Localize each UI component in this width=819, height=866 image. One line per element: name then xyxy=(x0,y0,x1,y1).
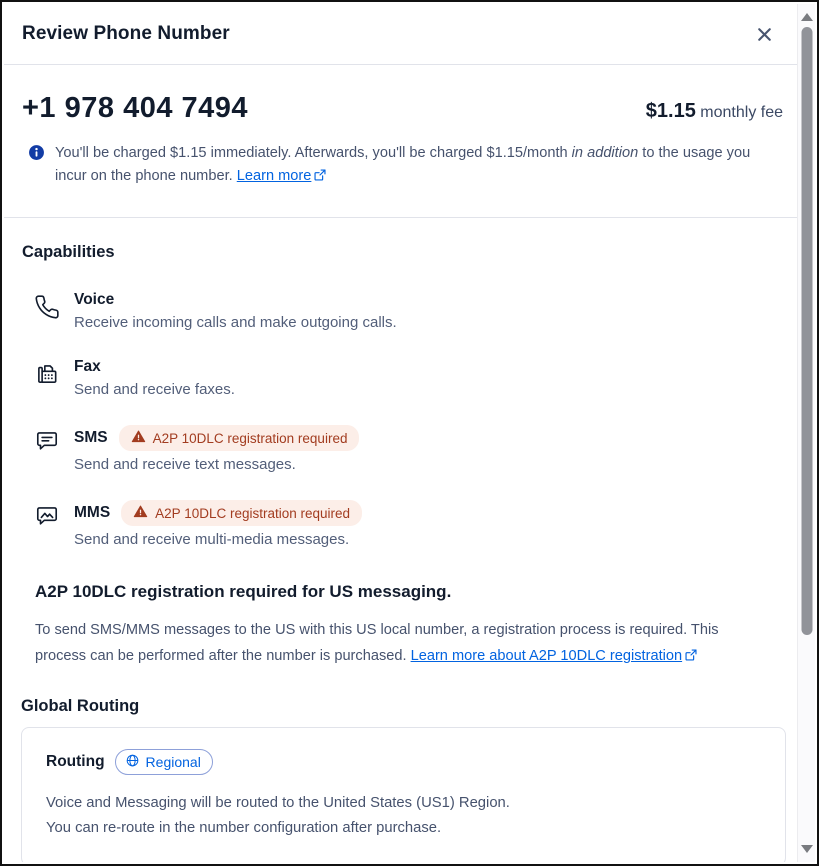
fee-label: monthly fee xyxy=(695,104,783,121)
modal-header xyxy=(4,4,797,65)
scroll-up-arrow-icon[interactable] xyxy=(801,13,813,21)
modal-content xyxy=(4,4,797,862)
monthly-fee xyxy=(646,100,783,123)
billing-text-1: You'll be charged $1.15 immediately. Afterwards, you'll be charged $1.15/month xyxy=(55,145,572,161)
badge-label: A2P 10DLC registration required xyxy=(155,505,351,521)
capabilities-list xyxy=(4,291,797,548)
capability-row-fax xyxy=(4,358,797,398)
phone-summary-row xyxy=(4,92,797,125)
capability-row-sms xyxy=(4,425,797,473)
divider xyxy=(4,217,797,218)
regional-badge[interactable] xyxy=(115,749,213,775)
a2p-body-text xyxy=(35,617,757,671)
sms-chat-bubble-icon xyxy=(34,425,62,473)
routing-label: Routing xyxy=(46,753,105,770)
capability-description: Receive incoming calls and make outgoing calls. xyxy=(74,314,397,331)
capability-description: Send and receive text messages. xyxy=(74,456,296,473)
scroll-down-arrow-icon[interactable] xyxy=(801,845,813,853)
capability-name: MMS xyxy=(74,504,111,521)
close-icon xyxy=(754,33,775,48)
scrollbar-thumb[interactable] xyxy=(801,27,812,635)
warning-triangle-icon xyxy=(131,429,146,447)
regional-badge-label: Regional xyxy=(145,754,201,770)
capability-row-mms xyxy=(4,500,797,548)
a2p-warning-badge xyxy=(119,425,360,451)
global-routing-heading: Global Routing xyxy=(21,697,140,715)
phone-number: +1 978 404 7494 xyxy=(22,92,249,124)
globe-icon xyxy=(125,753,140,771)
a2p-learn-more-link[interactable]: Learn more about A2P 10DLC registration xyxy=(410,648,683,664)
mms-image-bubble-icon xyxy=(34,500,62,548)
capability-description: Send and receive multi-media messages. xyxy=(74,531,350,548)
billing-info-text xyxy=(55,142,757,190)
external-link-icon xyxy=(313,167,327,190)
info-icon xyxy=(28,142,45,190)
capabilities-heading: Capabilities xyxy=(22,243,115,261)
learn-more-link[interactable]: Learn more xyxy=(236,168,312,184)
phone-icon xyxy=(34,291,62,331)
capability-description: Send and receive faxes. xyxy=(74,381,235,398)
a2p-body-part: To send SMS/MMS messages to the US with this US local number, a registration process is required. This process can be performed after the number is purchased. xyxy=(35,622,719,664)
modal-title: Review Phone Number xyxy=(22,23,230,44)
fee-amount: $1.15 xyxy=(645,100,696,122)
fax-icon xyxy=(34,358,62,398)
routing-line-1: Voice and Messaging will be routed to the United States (US1) Region. xyxy=(46,795,510,811)
routing-card xyxy=(21,727,786,862)
capability-name: SMS xyxy=(74,429,108,446)
vertical-scrollbar[interactable] xyxy=(797,4,815,862)
capability-name: Fax xyxy=(74,358,101,375)
routing-line-2: You can re-route in the number configuration after purchase. xyxy=(46,820,442,836)
capability-row-voice xyxy=(4,291,797,331)
a2p-warning-badge xyxy=(121,500,362,526)
capability-name: Voice xyxy=(74,291,115,308)
billing-text-italic: in addition xyxy=(571,145,639,161)
billing-info-banner xyxy=(4,142,797,190)
badge-label: A2P 10DLC registration required xyxy=(152,430,348,446)
billing-text-2: to the usage you incur on the phone number. xyxy=(55,145,751,184)
a2p-heading: A2P 10DLC registration required for US messaging. xyxy=(35,582,452,601)
warning-triangle-icon xyxy=(133,504,148,522)
a2p-registration-section xyxy=(4,582,797,671)
external-link-icon xyxy=(684,645,698,671)
close-button[interactable] xyxy=(750,20,779,49)
